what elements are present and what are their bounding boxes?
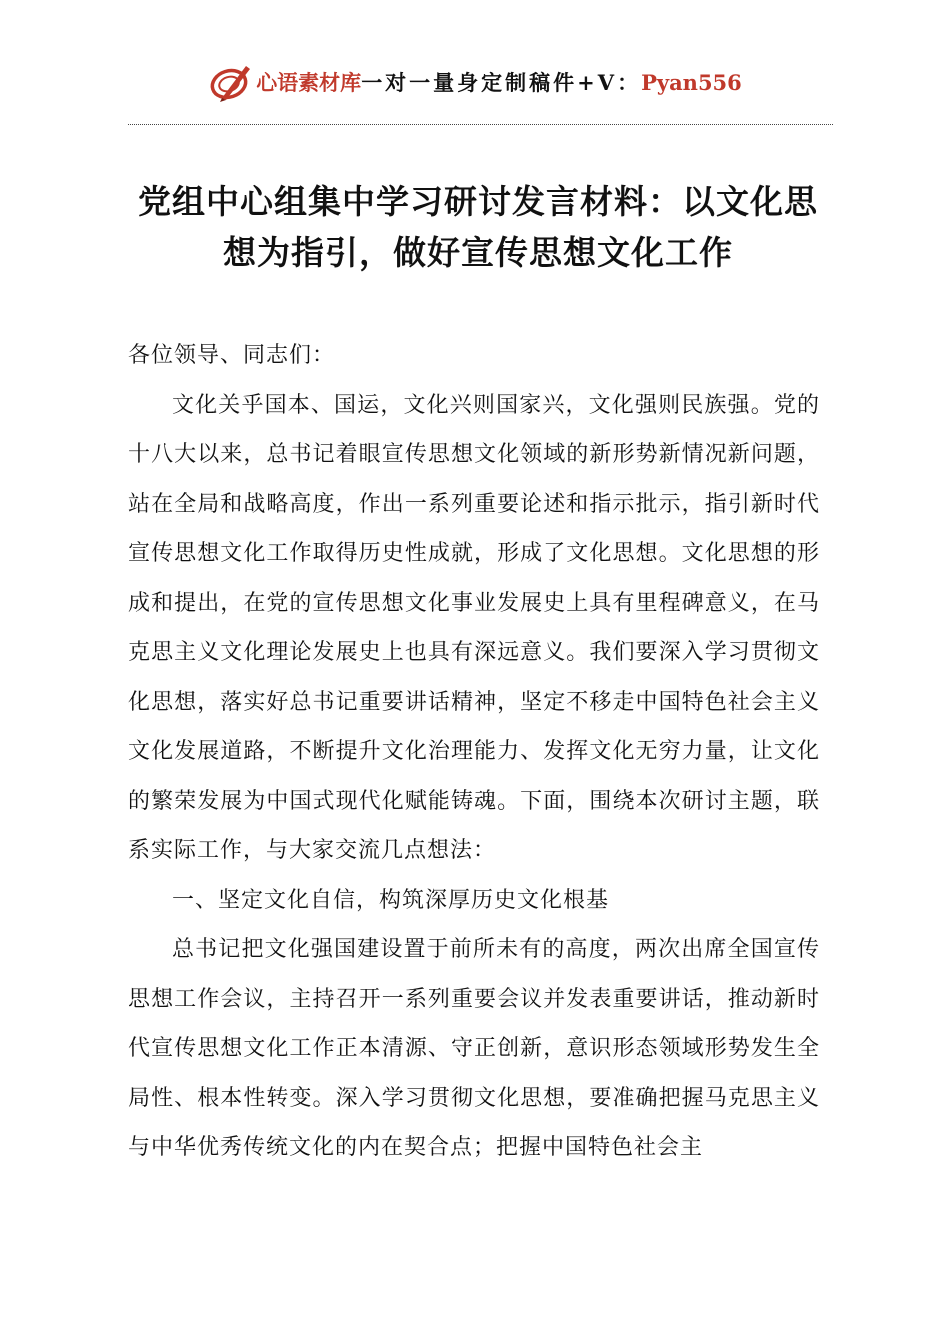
section-heading-1: 一、坚定文化自信，构筑深厚历史文化根基 (172, 887, 610, 913)
salutation: 各位领导、同志们： (128, 343, 336, 368)
wechat-id: Pyan556 (641, 69, 742, 95)
paragraph-section-1: 总书记把文化强国建设置于前所未有的高度，两次出席全国宣传思想工作会议，主持召开一系列重要会议并发表重要讲话，推动新时代宣传思想文化工作正本清源、守正创新，意识形态领域形势发生全局性、根本性转变。深入学习贯彻文化思想，要准确把握马克思主义与中华优秀传统文化的内在契合点；把握中国特色社会主 (128, 937, 820, 1160)
page-header (0, 58, 950, 106)
brand-name: 心语素材库 (256, 70, 362, 95)
document-body (128, 331, 820, 1173)
header-divider (128, 124, 833, 125)
slogan: 一对一量身定制稿件+V： (361, 70, 642, 95)
pen-swirl-icon (208, 60, 254, 104)
paragraph-intro: 文化关乎国本、国运，文化兴则国家兴，文化强则民族强。党的十八大以来，总书记着眼宣传思想文化领域的新形势新情况新问题，站在全局和战略高度，作出一系列重要论述和指示批示，指引新时代宣传思想文化工作取得历史性成就，形成了文化思想。文化思想的形成和提出，在党的宣传思想文化事业发展史上具有里程碑意义，在马克思主义文化理论发展史上也具有深远意义。我们要深入学习贯彻文化思想，落实好总书记重要讲话精神，坚定不移走中国特色社会主义文化发展道路，不断提升文化治理能力、发挥文化无穷力量，让文化的繁荣发展为中国式现代化赋能铸魂。下面，围绕本次研讨主题，联系实际工作，与大家交流几点想法： (128, 392, 820, 863)
document-title: 党组中心组集中学习研讨发言材料：以文化思想为指引，做好宣传思想文化工作 (138, 182, 818, 272)
